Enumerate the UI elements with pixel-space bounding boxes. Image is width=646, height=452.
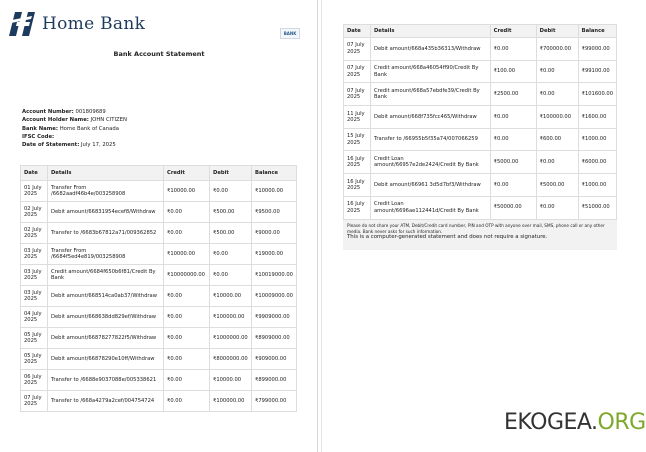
notice-text: Please do not share your ATM, Debit/Credit card number, PIN and OTP with anyone over mail, SMS, phone call or any other media. Bank never asks for such information. bbox=[347, 223, 605, 234]
debit-cell: ₹8000000.00 bbox=[210, 349, 252, 370]
column-header: Debit bbox=[210, 166, 252, 181]
details-cell: Debit amount/66878290e10ff/Withdraw bbox=[48, 349, 164, 370]
date-cell: 05 July 2025 bbox=[21, 349, 48, 370]
credit-cell: ₹0.00 bbox=[490, 128, 536, 151]
details-cell: Debit amount/66831954ecef8/Withdraw bbox=[48, 202, 164, 223]
debit-cell: ₹0.00 bbox=[536, 196, 578, 219]
date-cell: 16 July 2025 bbox=[344, 151, 371, 174]
balance-cell: ₹1000.00 bbox=[578, 128, 616, 151]
table-row bbox=[21, 328, 297, 349]
column-header: Details bbox=[371, 25, 491, 38]
debit-cell: ₹600.00 bbox=[536, 128, 578, 151]
credit-cell: ₹50000.00 bbox=[490, 196, 536, 219]
bank-name-field: Bank Name: Home Bank of Canada bbox=[22, 125, 119, 132]
debit-cell: ₹0.00 bbox=[536, 60, 578, 83]
balance-cell: ₹101600.00 bbox=[578, 83, 616, 106]
balance-cell: ₹51000.00 bbox=[578, 196, 616, 219]
column-header: Balance bbox=[252, 166, 297, 181]
details-cell: Credit amount/668a57ebdfe39/Credit By Bank bbox=[371, 83, 491, 106]
column-header: Credit bbox=[490, 25, 536, 38]
date-cell: 04 July 2025 bbox=[21, 307, 48, 328]
balance-cell: ₹6000.00 bbox=[578, 151, 616, 174]
column-header: Date bbox=[21, 166, 48, 181]
credit-cell: ₹0.00 bbox=[490, 174, 536, 197]
details-cell: Debit amount/66878277822f5/Withdraw bbox=[48, 328, 164, 349]
credit-cell: ₹0.00 bbox=[164, 286, 210, 307]
debit-cell: ₹10000.00 bbox=[210, 370, 252, 391]
balance-cell: ₹799000.00 bbox=[252, 391, 297, 412]
details-cell: Transfer From /6684f5ed4e819/003258908 bbox=[48, 244, 164, 265]
account-info bbox=[22, 108, 127, 149]
credit-cell: ₹0.00 bbox=[164, 328, 210, 349]
date-cell: 03 July 2025 bbox=[21, 265, 48, 286]
credit-cell: ₹10000000.00 bbox=[164, 265, 210, 286]
balance-cell: ₹9500.00 bbox=[252, 202, 297, 223]
balance-cell: ₹9909000.00 bbox=[252, 307, 297, 328]
details-cell: Transfer to /668a4279a2cef/004754724 bbox=[48, 391, 164, 412]
debit-cell: ₹0.00 bbox=[210, 244, 252, 265]
credit-cell: ₹5000.00 bbox=[490, 151, 536, 174]
details-cell: Transfer to /6688e9037088e/005338621 bbox=[48, 370, 164, 391]
table-row bbox=[344, 38, 617, 61]
date-cell: 07 July 2025 bbox=[344, 38, 371, 61]
credit-cell: ₹10000.00 bbox=[164, 244, 210, 265]
signature-note: This is a computer-generated statement and does not require a signature. bbox=[347, 234, 548, 240]
date-cell: 07 July 2025 bbox=[21, 391, 48, 412]
balance-cell: ₹10000.00 bbox=[252, 181, 297, 202]
home-bank-logo-icon bbox=[8, 10, 38, 38]
table-row bbox=[21, 265, 297, 286]
credit-cell: ₹0.00 bbox=[164, 223, 210, 244]
details-cell: Credit Loan amount/6696ae112441d/Credit By Bank bbox=[371, 196, 491, 219]
credit-cell: ₹0.00 bbox=[490, 38, 536, 61]
table-row bbox=[344, 174, 617, 197]
column-header: Balance bbox=[578, 25, 616, 38]
table-row bbox=[21, 181, 297, 202]
account-holder: Account Holder Name: JOHN CITIZEN bbox=[22, 117, 127, 124]
table-row bbox=[21, 307, 297, 328]
table-row bbox=[21, 202, 297, 223]
table-row bbox=[21, 223, 297, 244]
date-cell: 07 July 2025 bbox=[344, 60, 371, 83]
date-cell: 02 July 2025 bbox=[21, 202, 48, 223]
balance-cell: ₹10019000.00 bbox=[252, 265, 297, 286]
table-row bbox=[344, 106, 617, 129]
debit-cell: ₹5000.00 bbox=[536, 174, 578, 197]
table-row bbox=[344, 151, 617, 174]
balance-cell: ₹1600.00 bbox=[578, 106, 616, 129]
details-cell: Debit amount/66961 3d5d7bf3/Withdraw bbox=[371, 174, 491, 197]
details-cell: Transfer to /6683b67812a71/009362852 bbox=[48, 223, 164, 244]
balance-cell: ₹9000.00 bbox=[252, 223, 297, 244]
date-cell: 05 July 2025 bbox=[21, 328, 48, 349]
balance-cell: ₹99100.00 bbox=[578, 60, 616, 83]
debit-cell: ₹100000.00 bbox=[210, 391, 252, 412]
debit-cell: ₹500.00 bbox=[210, 202, 252, 223]
table-row bbox=[21, 370, 297, 391]
debit-cell: ₹100000.00 bbox=[210, 307, 252, 328]
balance-cell: ₹1000.00 bbox=[578, 174, 616, 197]
balance-cell: ₹899000.00 bbox=[252, 370, 297, 391]
date-cell: 15 July 2025 bbox=[344, 128, 371, 151]
details-cell: Credit Loan amount/66957e2de2424/Credit By Bank bbox=[371, 151, 491, 174]
debit-cell: ₹10000.00 bbox=[210, 286, 252, 307]
statement-title: Bank Account Statement bbox=[113, 50, 205, 58]
balance-cell: ₹909000.00 bbox=[252, 349, 297, 370]
details-cell: Debit amount/668f735fcc465/Withdraw bbox=[371, 106, 491, 129]
security-notice bbox=[343, 220, 617, 250]
table-row bbox=[21, 391, 297, 412]
date-cell: 02 July 2025 bbox=[21, 223, 48, 244]
column-header: Details bbox=[48, 166, 164, 181]
table-row bbox=[344, 196, 617, 219]
statement-date: Date of Statement: July 17, 2025 bbox=[22, 142, 116, 149]
column-header: Debit bbox=[536, 25, 578, 38]
details-cell: Debit amount/668514ca0ab37/Withdraw bbox=[48, 286, 164, 307]
debit-cell: ₹0.00 bbox=[536, 151, 578, 174]
credit-cell: ₹10000.00 bbox=[164, 181, 210, 202]
balance-cell: ₹99000.00 bbox=[578, 38, 616, 61]
watermark: EKOGEA.ORG bbox=[504, 410, 646, 435]
bank-name: Home Bank bbox=[42, 14, 146, 34]
debit-cell: ₹0.00 bbox=[210, 265, 252, 286]
transactions-table-page-1 bbox=[20, 165, 297, 412]
credit-cell: ₹0.00 bbox=[490, 106, 536, 129]
table-row bbox=[344, 83, 617, 106]
debit-cell: ₹100000.00 bbox=[536, 106, 578, 129]
debit-cell: ₹1000000.00 bbox=[210, 328, 252, 349]
debit-cell: ₹0.00 bbox=[210, 181, 252, 202]
details-cell: Transfer From /6682aadf46b4e/003258908 bbox=[48, 181, 164, 202]
debit-cell: ₹500.00 bbox=[210, 223, 252, 244]
details-cell: Credit amount/668a46054ff90/Credit By Bank bbox=[371, 60, 491, 83]
balance-cell: ₹19000.00 bbox=[252, 244, 297, 265]
credit-cell: ₹2500.00 bbox=[490, 83, 536, 106]
column-header: Date bbox=[344, 25, 371, 38]
table-row bbox=[344, 128, 617, 151]
date-cell: 16 July 2025 bbox=[344, 174, 371, 197]
credit-cell: ₹100.00 bbox=[490, 60, 536, 83]
debit-cell: ₹0.00 bbox=[536, 83, 578, 106]
bank-badge: BANK bbox=[280, 28, 300, 39]
credit-cell: ₹0.00 bbox=[164, 307, 210, 328]
balance-cell: ₹8909000.00 bbox=[252, 328, 297, 349]
details-cell: Transfer to /66955b5f35a74/007066259 bbox=[371, 128, 491, 151]
statement-page-1 bbox=[0, 0, 318, 452]
debit-cell: ₹700000.00 bbox=[536, 38, 578, 61]
table-row bbox=[21, 244, 297, 265]
column-header: Credit bbox=[164, 166, 210, 181]
credit-cell: ₹0.00 bbox=[164, 370, 210, 391]
details-cell: Credit amount/6684f650b6f81/Credit By Bank bbox=[48, 265, 164, 286]
bank-logo bbox=[8, 10, 145, 38]
account-number: Account Number: 001809689 bbox=[22, 109, 106, 115]
details-cell: Debit amount/668638dd829ef/Withdraw bbox=[48, 307, 164, 328]
date-cell: 07 July 2025 bbox=[344, 83, 371, 106]
transactions-table-page-2 bbox=[343, 24, 617, 220]
table-row bbox=[21, 349, 297, 370]
table-row bbox=[21, 286, 297, 307]
date-cell: 03 July 2025 bbox=[21, 244, 48, 265]
date-cell: 03 July 2025 bbox=[21, 286, 48, 307]
date-cell: 11 July 2025 bbox=[344, 106, 371, 129]
table-row bbox=[344, 60, 617, 83]
credit-cell: ₹0.00 bbox=[164, 391, 210, 412]
credit-cell: ₹0.00 bbox=[164, 202, 210, 223]
details-cell: Debit amount/668a435b36313/Withdraw bbox=[371, 38, 491, 61]
balance-cell: ₹10009000.00 bbox=[252, 286, 297, 307]
date-cell: 06 July 2025 bbox=[21, 370, 48, 391]
ifsc-code: IFSC Code: bbox=[22, 133, 55, 140]
credit-cell: ₹0.00 bbox=[164, 349, 210, 370]
date-cell: 01 July 2025 bbox=[21, 181, 48, 202]
date-cell: 16 July 2025 bbox=[344, 196, 371, 219]
